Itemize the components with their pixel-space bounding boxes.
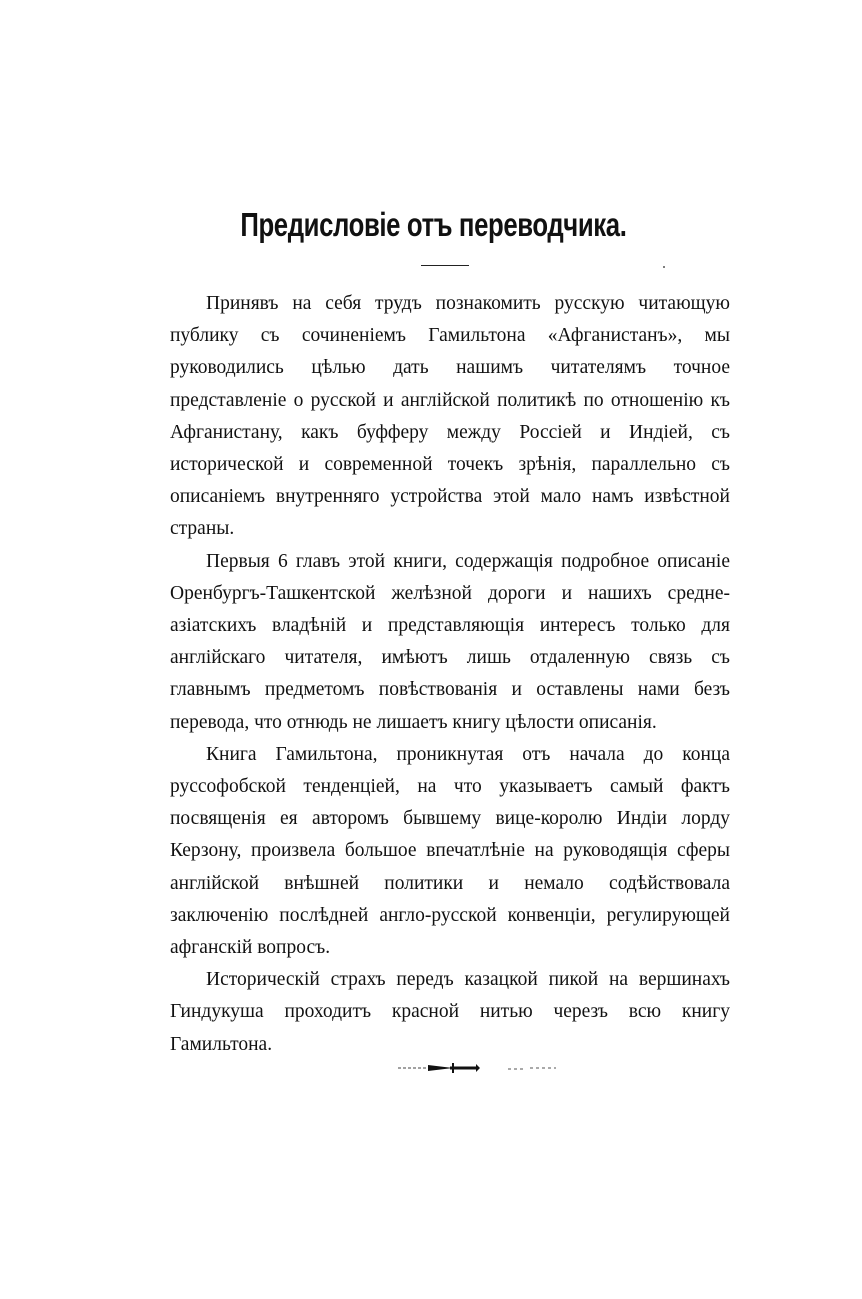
paragraph-3: Книга Гамильтона, проникнутая отъ начала до конца руссофобской тенденціей, на что указываетъ самый фактъ посвященія ея авторомъ бывшему вице-королю Индіи лорду Керзону, произвела большое впечатлѣніе на руководящія сферы англійской внѣшней политики и немало содѣйствовала заключенію послѣдней англо-русской конвенціи, регулирующей афганскій вопросъ. xyxy=(170,743,730,959)
closing-ornament-icon xyxy=(398,1061,558,1075)
title-rule-divider xyxy=(421,265,469,266)
preface-body xyxy=(170,288,730,1061)
paragraph-4: Историческій страхъ передъ казацкой пикой на вершинахъ Гиндукуша проходитъ красной нитью черезъ всю книгу Гамильтона. xyxy=(170,969,730,1055)
paragraph-1: Принявъ на себя трудъ познакомить русскую читающую публику съ сочиненіемъ Гамильтона «Афганистанъ», мы руководились цѣлью дать нашимъ читателямъ точное представленіе о русской и англійской политикѣ по отношенію къ Афганистану, какъ буфферу между Россіей и Индіей, съ исторической и современной точекъ зрѣнія, параллельно съ описаніемъ внутренняго устройства этой мало намъ извѣстной страны. xyxy=(170,293,730,540)
print-speck xyxy=(663,266,665,268)
page-title: Предисловіе отъ переводчика. xyxy=(240,206,627,243)
paragraph-2: Первыя 6 главъ этой книги, содержащія подробное описаніе Оренбургъ-Ташкентской желѣзной дороги и нашихъ средне-азіатскихъ владѣній и представляющія интересъ только для англійскаго читателя, имѣютъ лишь отдаленную связь съ главнымъ предметомъ повѣствованія и оставлены нами безъ перевода, что отнюдь не лишаетъ книгу цѣлости описанія. xyxy=(170,550,730,733)
